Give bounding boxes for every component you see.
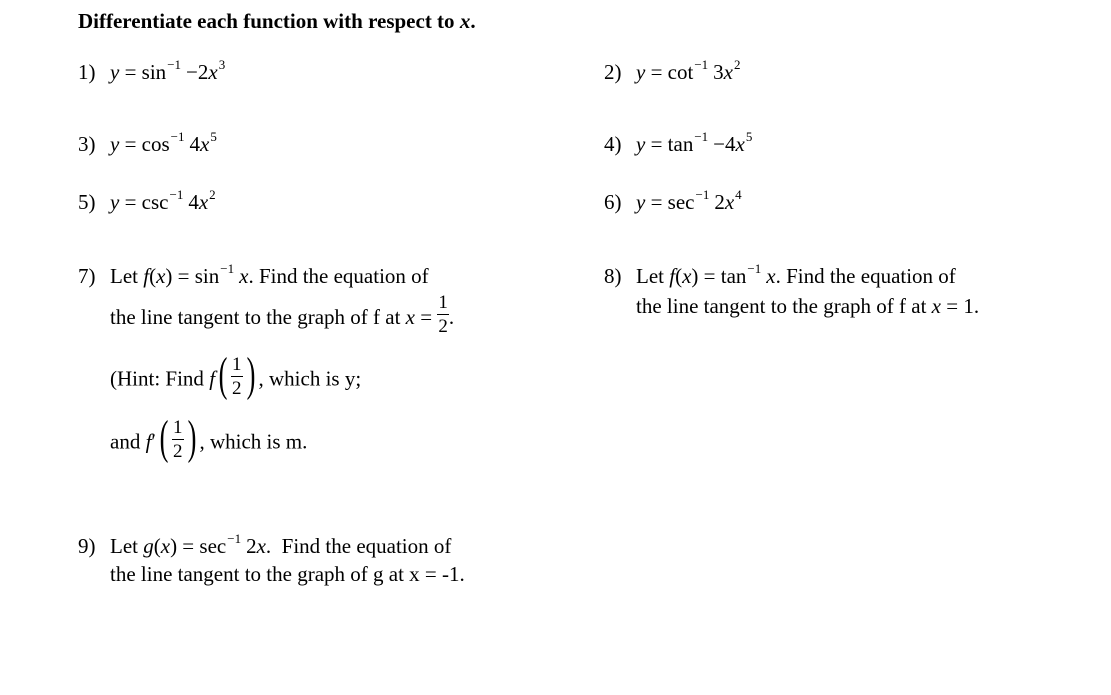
problem-7-line-1: 7) Let $f(x) = \sin^{-1} x$. Find the equation of (78, 261, 429, 288)
problem-7-line-2: the line tangent to the graph of f at x = $\frac{1}{2}$ . (110, 292, 455, 337)
problem-4: 4) $y = \tan^{-1} -4x^5$ (604, 129, 753, 156)
fraction-one-half: $\frac{1}{2}$ (173, 416, 183, 462)
problem-7-and: and f′( $\frac{1}{2}$ ) , which is m. (110, 411, 308, 464)
fraction-one-half: $\frac{1}{2}$ (232, 353, 242, 399)
problem-3: 3) $y = \cos^{-1} 4x^5$ (78, 129, 217, 156)
problem-9-line-2: the line tangent to the graph of g at x = -1. (110, 562, 465, 586)
problem-2: 2) $y = \cot^{-1} 3x^2$ (604, 57, 741, 84)
problem-5: 5) $y = \csc^{-1} 4x^2$ (78, 187, 216, 214)
problem-9-line-1: 9) Let $g(x) = \sec^{-1} 2x$. Find the equation of (78, 531, 452, 558)
problem-8-line-2: the line tangent to the graph of f at x = 1. (636, 294, 980, 318)
problem-1: 1) $y = \sin^{-1} -2x^3$ (78, 57, 226, 84)
problem-8-line-1: 8) Let $f(x) = \tan^{-1} x$. Find the equation of (604, 261, 956, 288)
fraction-one-half: $\frac{1}{2}$ (438, 292, 448, 337)
problem-6: 6) $y = \sec^{-1} 2x^4$ (604, 187, 742, 214)
problem-7-hint: (Hint: Find f( $\frac{1}{2}$ ) , which is y; (110, 348, 362, 401)
instructions-heading: Differentiate each function with respect to x. (78, 9, 476, 33)
